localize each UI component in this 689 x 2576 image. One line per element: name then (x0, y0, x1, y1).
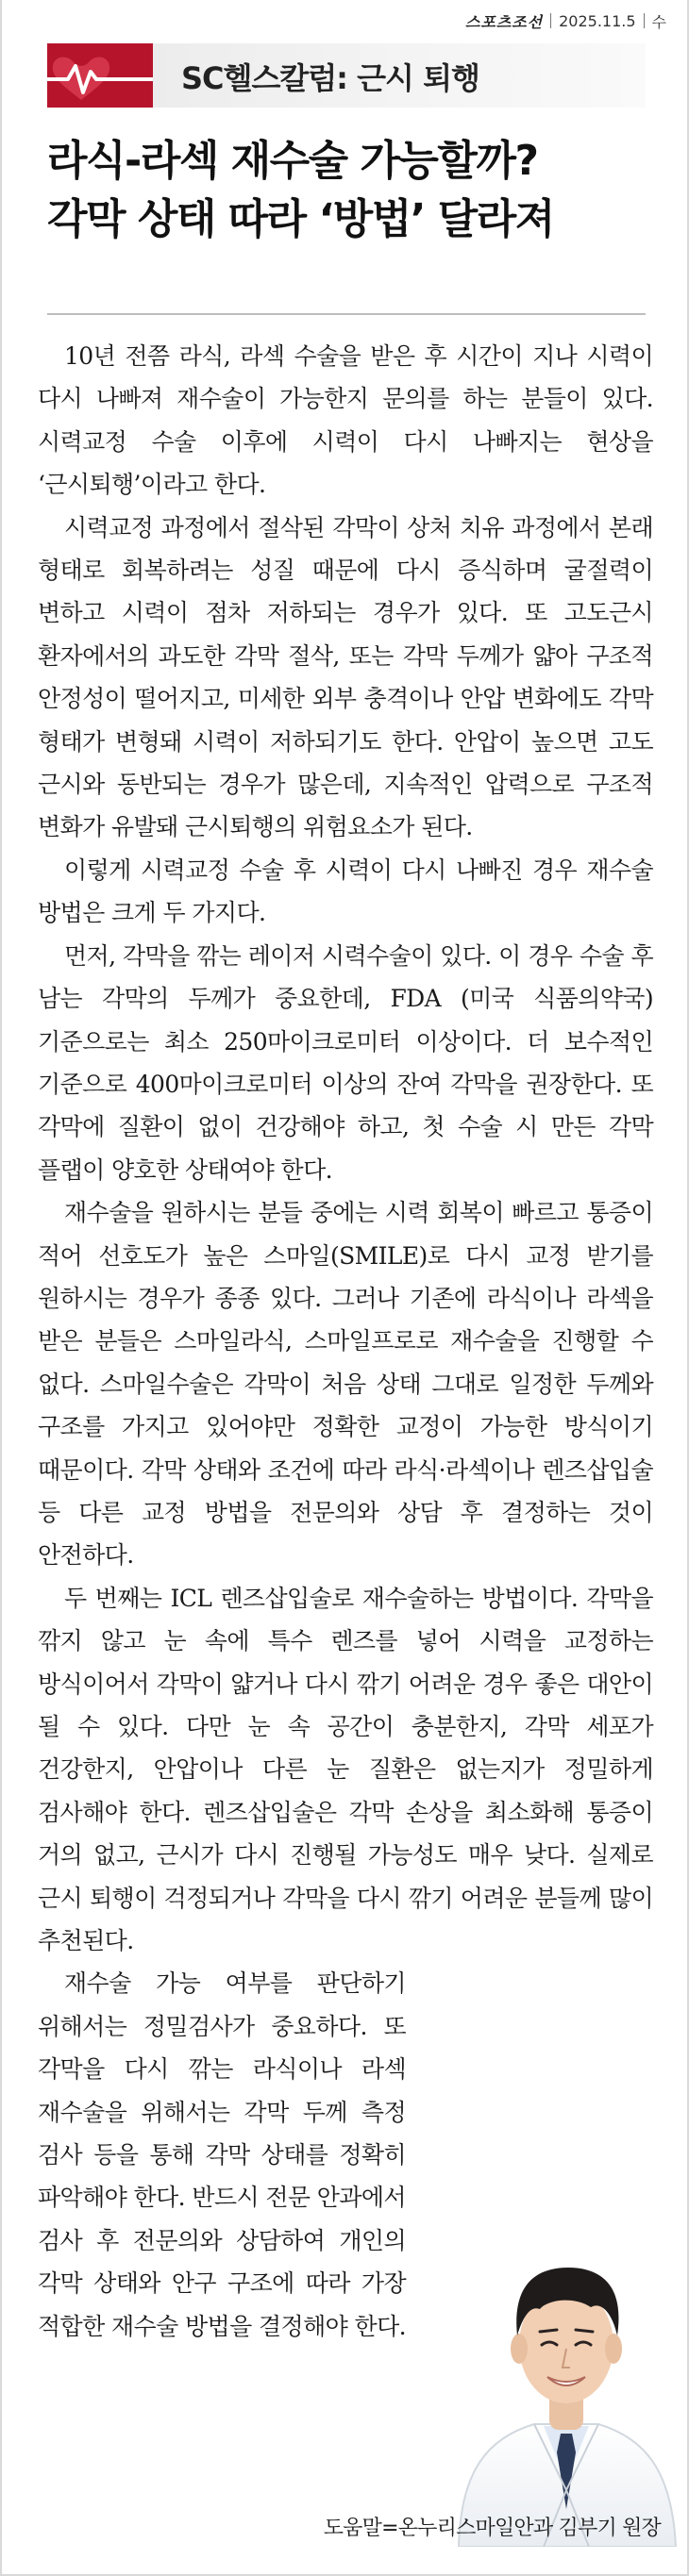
doctor-portrait-photo (449, 2169, 683, 2547)
headline-line-1: 라식-라섹 재수술 가능할까? (47, 137, 538, 185)
paragraph: 두 번째는 ICL 렌즈삽입술로 재수술하는 방법이다. 각막을 깎지 않고 눈 속에 특수 렌즈를 넣어 시력을 교정하는 방식이어서 각막이 얇거나 다시 깎기 어려운 경우 좋은 대안이 될 수 있다. 다만 눈 속 공간이 충분한지, 각막 세포가 건강한지, 안압이나 다른 눈 질환은 없는지가 정밀하게 검사해야 한다. 렌즈삽입술은 각막 손상을 최소화해 통증이 거의 없고, 근시가 다시 진행될 가능성도 매우 낮다. 실제로 근시 퇴행이 걱정되거나 각막을 다시 깎기 어려운 분들께 많이 추천된다. (38, 1584, 653, 1955)
paragraph: 먼저, 각막을 깎는 레이저 시력수술이 있다. 이 경우 수술 후 남는 각막의 두께가 중요한데, FDA (미국 식품의약국) 기준으로는 최소 250마이크로미터 이상이다. 더 보수적인 기준으로 400마이크로미터 이상의 잔여 각막을 권장한다. 또 각막에 질환이 없이 건강해야 하고, 첫 수술 시 만든 각막 플랩이 양호한 상태여야 한다. (38, 941, 653, 1184)
paragraph: 시력교정 과정에서 절삭된 각막이 상처 치유 과정에서 본래 형태로 회복하려는 성질 때문에 다시 증식하며 굴절력이 변하고 시력이 점차 저하되는 경우가 있다. 또 고도근시 환자에서의 과도한 각막 절삭, 또는 각막 두께가 얇아 구조적 안정성이 떨어지고, 미세한 외부 충격이나 안압 변화에도 각막 형태가 변형돼 시력이 저하되기도 한다. 안압이 높으면 고도 근시와 동반되는 경우가 많은데, 지속적인 압력으로 구조적 변화가 유발돼 근시퇴행의 위험요소가 된다. (38, 513, 653, 841)
heartbeat-logo-icon (47, 43, 153, 108)
paragraph: 10년 전쯤 라식, 라섹 수술을 받은 후 시간이 지나 시력이 다시 나빠져 재수술이 가능한지 문의를 하는 분들이 있다. 시력교정 수술 이후에 시력이 다시 나빠지는 현상을 ‘근시퇴행’이라고 한다. (38, 342, 653, 499)
paragraph: 재수술을 원하시는 분들 중에는 시력 회복이 빠르고 통증이 적어 선호도가 높은 스마일(SMILE)로 다시 교정 받기를 원하시는 경우가 종종 있다. 그러나 기존에 라식이나 라섹을 받은 분들은 스마일라식, 스마일프로로 재수술을 진행할 수 없다. 스마일수술은 각막이 처음 상태 그대로 일정한 두께와 구조를 가지고 있어야만 정확한 교정이 가능한 방식이기 때문이다. 각막 상태와 조건에 따라 라식·라섹이나 렌즈삽입술 등 다른 교정 방법을 전문의와 상담 후 결정하는 것이 안전하다. (38, 1199, 653, 1570)
masthead-separator (550, 13, 551, 28)
photo-credit: 도움말=온누리스마일안과 김부기 원장 (323, 2517, 661, 2540)
publication-date: 2025.11.5 (559, 11, 636, 30)
headline-divider (47, 313, 646, 315)
masthead-separator (644, 13, 645, 28)
masthead (465, 9, 666, 32)
article-body (38, 335, 653, 2368)
publication-day: 수 (651, 12, 666, 31)
headline (47, 132, 651, 249)
paragraph: 재수술 가능 여부를 판단하기 위해서는 정밀검사가 중요하다. 또 각막을 다시 깎는 라식이나 라섹 재수술을 위해서는 각막 두께 측정 검사 등을 통해 각막 상태를 정확히 파악해야 한다. 반드시 전문 안과에서 검사 후 전문의와 상담하여 개인의 각막 상태와 안구 구조에 따라 가장 적합한 재수술 방법을 결정해야 한다. (38, 1969, 406, 2340)
column-header (47, 43, 646, 108)
newspaper-name: 스포츠조선 (464, 12, 544, 31)
headline-line-2: 각막 상태 따라 ‘방법’ 달라져 (47, 195, 554, 243)
column-title: SC헬스칼럼: 근시 퇴행 (181, 60, 479, 96)
paragraph: 이렇게 시력교정 수술 후 시력이 다시 나빠진 경우 재수술 방법은 크게 두 가지다. (38, 856, 653, 927)
